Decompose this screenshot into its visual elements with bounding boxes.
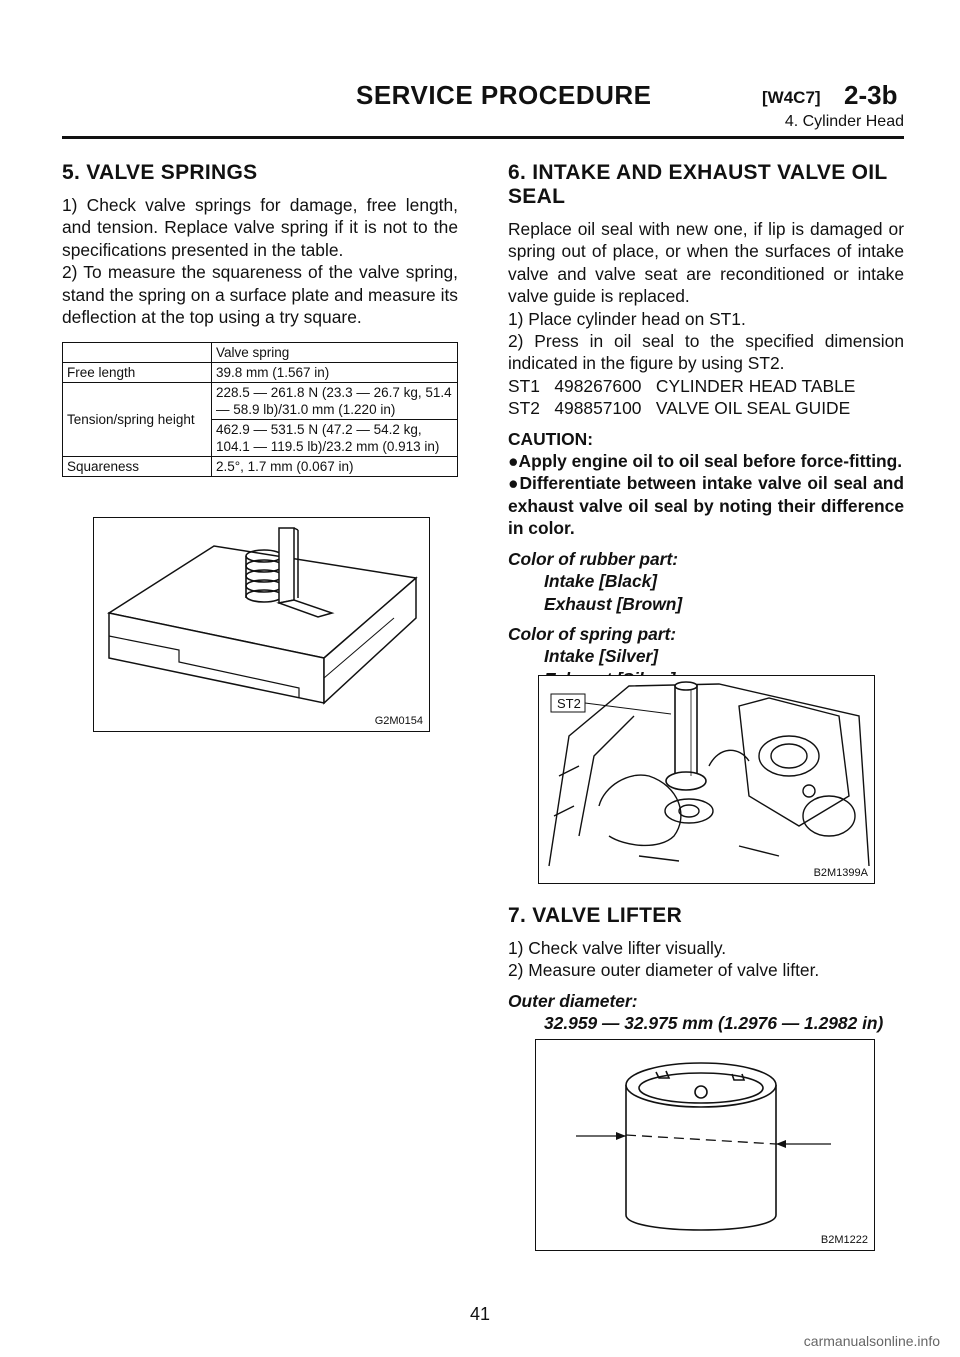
bullet-icon: ● [508,473,520,494]
page-header-title: SERVICE PROCEDURE [356,80,652,110]
table-label-tension: Tension/spring height [63,383,212,457]
rubber-color-title: Color of rubber part: [508,548,679,569]
tool-st1: ST1 498267600 CYLINDER HEAD TABLE [508,375,856,396]
table-label-free-length: Free length [63,363,212,383]
section-6-heading-line-1: 6. INTAKE AND EXHAUST VALVE OIL [508,161,888,184]
header-rule [62,136,904,139]
section-5-paragraph-2: 2) To measure the squareness of the valve spring, stand the spring on a surface plate and measure its deflection at the top using a try square. [62,262,458,328]
section-7-step-2: 2) Measure outer diameter of valve lifter. [508,960,820,981]
figure-label: B2M1222 [820,1234,868,1246]
valve-spring-spec-table [62,342,458,477]
table-value-squareness: 2.5°, 1.7 mm (0.067 in) [212,457,458,477]
outer-diameter-title: Outer diameter: [508,990,638,1011]
figure-label: B2M1399A [813,867,868,879]
outer-diameter-value: 32.959 — 32.975 mm (1.2976 — 1.2982 in) [544,1013,884,1034]
caution-item-1 [508,450,904,472]
right-column [508,161,904,690]
figure-spring-squareness [93,517,430,732]
section-6-paragraph: Replace oil seal with new one, if lip is damaged or spring out of place, or when the surfaces of intake valve and valve seat are reconditioned or intake valve guide is replaced. [508,219,904,307]
section-6-heading-line-2: SEAL [508,185,566,208]
table-value-tension-2: 462.9 — 531.5 N (47.2 — 54.2 kg, 104.1 — 119.5 lb)/23.2 mm (0.913 in) [212,420,458,457]
bullet-icon: ● [508,451,519,472]
table-value-free-length: 39.8 mm (1.567 in) [212,363,458,383]
table-value-tension-1: 228.5 — 261.8 N (23.3 — 26.7 kg, 51.4 — 58.9 lb)/31.0 mm (1.220 in) [212,383,458,420]
section-5-heading: 5. VALVE SPRINGS [62,161,258,184]
spring-color-title: Color of spring part: [508,623,677,644]
table-label-squareness: Squareness [63,457,212,477]
rubber-color-intake: Intake [Black] [544,571,658,592]
valve-lifter-illustration [536,1040,874,1250]
left-column [62,161,458,477]
caution-item-1-text: Apply engine oil to oil seal before force-fitting. [518,451,903,472]
st2-callout-label: ST2 [557,696,581,711]
section-7-step-1: 1) Check valve lifter visually. [508,938,727,958]
tool-st2: ST2 498857100 VALVE OIL SEAL GUIDE [508,398,851,419]
caution-item-2-text: Differentiate between intake valve oil seal and exhaust valve oil seal by noting their difference in color. [508,473,904,539]
section-6-heading [508,161,904,209]
figure-oil-seal-install [538,675,875,884]
table-corner-cell [63,343,212,363]
section-6-step-1: 1) Place cylinder head on ST1. [508,308,746,329]
figure-label: G2M0154 [374,715,423,727]
page-header-code: [W4C7] [762,88,821,107]
caution-title: CAUTION: [508,428,594,449]
page-number: 41 [470,1304,491,1324]
cylinder-head-illustration [539,676,874,883]
section-7-heading: 7. VALVE LIFTER [508,904,683,927]
surface-plate-illustration [94,518,429,731]
table-header-valve-spring: Valve spring [212,343,458,363]
right-column-lower [508,904,904,1035]
spring-color-intake: Intake [Silver] [544,646,659,667]
rubber-color-exhaust: Exhaust [Brown] [544,593,683,614]
watermark-text: carmanualsonline.info [803,1333,940,1349]
section-6-step-2: 2) Press in oil seal to the specified dimension indicated in the figure by using ST2. [508,331,904,374]
st2-tool-drawing [666,682,706,790]
caution-item-2 [508,472,904,539]
figure-valve-lifter [535,1039,875,1251]
section-5-paragraph-1: 1) Check valve springs for damage, free length, and tension. Replace valve spring if it is not to the specifications presented in the table. [62,195,458,260]
page-header-subtitle: 4. Cylinder Head [784,113,904,130]
page-header-section: 2-3b [844,80,898,110]
